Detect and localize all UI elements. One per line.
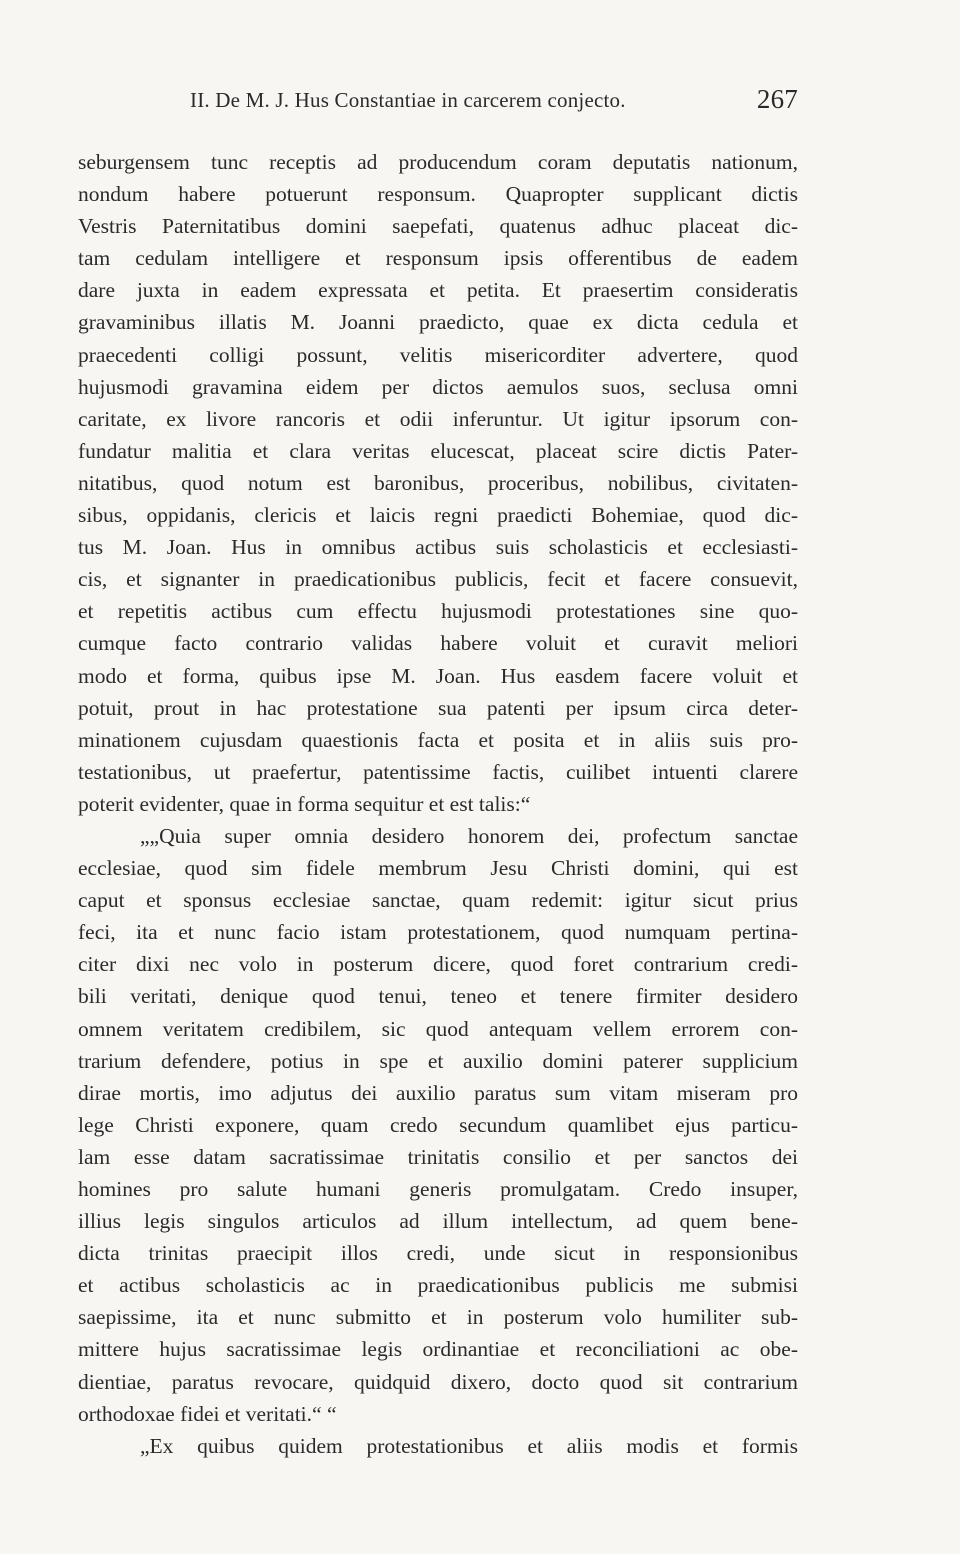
text-line: caritate, ex livore rancoris et odii inferuntur. Ut igitur ipsorum con- — [78, 406, 798, 431]
text-line: orthodoxae fidei et veritati.“ “ — [78, 1401, 337, 1426]
text-line: feci, ita et nunc facio istam protestationem, quod numquam pertina- — [78, 920, 798, 945]
text-line: cumque facto contrario validas habere voluit et curavit meliori — [78, 631, 798, 656]
text-line: poterit evidenter, quae in forma sequitur et est talis:“ — [78, 791, 531, 816]
text-line: lam esse datam sacratissimae trinitatis consilio et per sanctos dei — [78, 1144, 798, 1169]
text-line: et actibus scholasticis ac in praedicationibus publicis me submisi — [78, 1273, 798, 1298]
text-line: mittere hujus sacratissimae legis ordinantiae et reconciliationi ac obe- — [78, 1337, 798, 1362]
text-line: potuit, prout in hac protestatione sua patenti per ipsum circa deter- — [78, 695, 798, 720]
text-line: illius legis singulos articulos ad illum intellectum, ad quem bene- — [78, 1209, 798, 1234]
text-line: tus M. Joan. Hus in omnibus actibus suis scholasticis et ecclesiasti- — [78, 535, 798, 560]
text-line: dicta trinitas praecipit illos credi, unde sicut in responsionibus — [78, 1241, 798, 1266]
text-line: homines pro salute humani generis promulgatam. Credo insuper, — [78, 1177, 798, 1201]
text-line: „„Quia super omnia desidero honorem dei, profectum sanctae — [140, 823, 798, 848]
text-line: ecclesiae, quod sim fidele membrum Jesu Christi domini, qui est — [78, 856, 798, 881]
text-line: nondum habere potuerunt responsum. Quapropter supplicant dictis — [78, 182, 798, 207]
text-line: omnem veritatem credibilem, sic quod antequam vellem errorem con- — [78, 1016, 798, 1041]
text-line: dientiae, paratus revocare, quidquid dixero, docto quod sit contrarium — [78, 1369, 798, 1394]
text-line: lege Christi exponere, quam credo secundum quamlibet ejus particu- — [78, 1112, 798, 1137]
text-line: dirae mortis, imo adjutus dei auxilio paratus sum vitam miseram pro — [78, 1080, 798, 1105]
text-line: sibus, oppidanis, clericis et laicis regni praedicti Bohemiae, quod dic- — [78, 503, 798, 528]
text-line: tam cedulam intelligere et responsum ipsis offerentibus de eadem — [78, 246, 798, 271]
text-line: modo et forma, quibus ipse M. Joan. Hus easdem facere voluit et — [78, 663, 798, 688]
text-line: testationibus, ut praefertur, patentissime factis, cuilibet intuenti clarere — [78, 759, 798, 784]
body-text — [78, 146, 798, 1462]
text-line: seburgensem tunc receptis ad producendum coram deputatis nationum, — [78, 150, 798, 174]
text-line: dare juxta in eadem expressata et petita. Et praesertim consideratis — [78, 278, 798, 303]
running-title: II. De M. J. Hus Constantiae in carcerem conjecto. — [190, 88, 626, 112]
text-line: hujusmodi gravamina eidem per dictos aemulos suos, seclusa omni — [78, 374, 798, 399]
text-line: minationem cujusdam quaestionis facta et posita et in aliis suis pro- — [78, 727, 798, 752]
text-line: praecedenti colligi possunt, velitis misericorditer advertere, quod — [78, 342, 798, 367]
text-line: nitatibus, quod notum est baronibus, proceribus, nobilibus, civitaten- — [78, 470, 798, 495]
page-number: 267 — [756, 84, 798, 114]
text-line: fundatur malitia et clara veritas elucescat, placeat scire dictis Pater- — [78, 438, 798, 463]
text-line: citer dixi nec volo in posterum dicere, quod foret contrarium credi- — [78, 952, 798, 977]
text-line: cis, et signanter in praedicationibus publicis, fecit et facere consuevit, — [78, 567, 798, 592]
text-line: „Ex quibus quidem protestationibus et aliis modis et formis — [140, 1433, 798, 1458]
text-line: bili veritati, denique quod tenui, teneo et tenere firmiter desidero — [78, 984, 798, 1009]
text-line: Vestris Paternitatibus domini saepefati, quatenus adhuc placeat dic- — [78, 214, 798, 239]
text-line: et repetitis actibus cum effectu hujusmodi protestationes sine quo- — [78, 599, 798, 624]
text-line: gravaminibus illatis M. Joanni praedicto, quae ex dicta cedula et — [78, 310, 798, 335]
text-line: saepissime, ita et nunc submitto et in posterum volo humiliter sub- — [78, 1305, 798, 1330]
text-line: caput et sponsus ecclesiae sanctae, quam redemit: igitur sicut prius — [78, 888, 798, 913]
running-head — [78, 84, 798, 120]
text-line: trarium defendere, potius in spe et auxilio domini paterer supplicium — [78, 1048, 798, 1073]
